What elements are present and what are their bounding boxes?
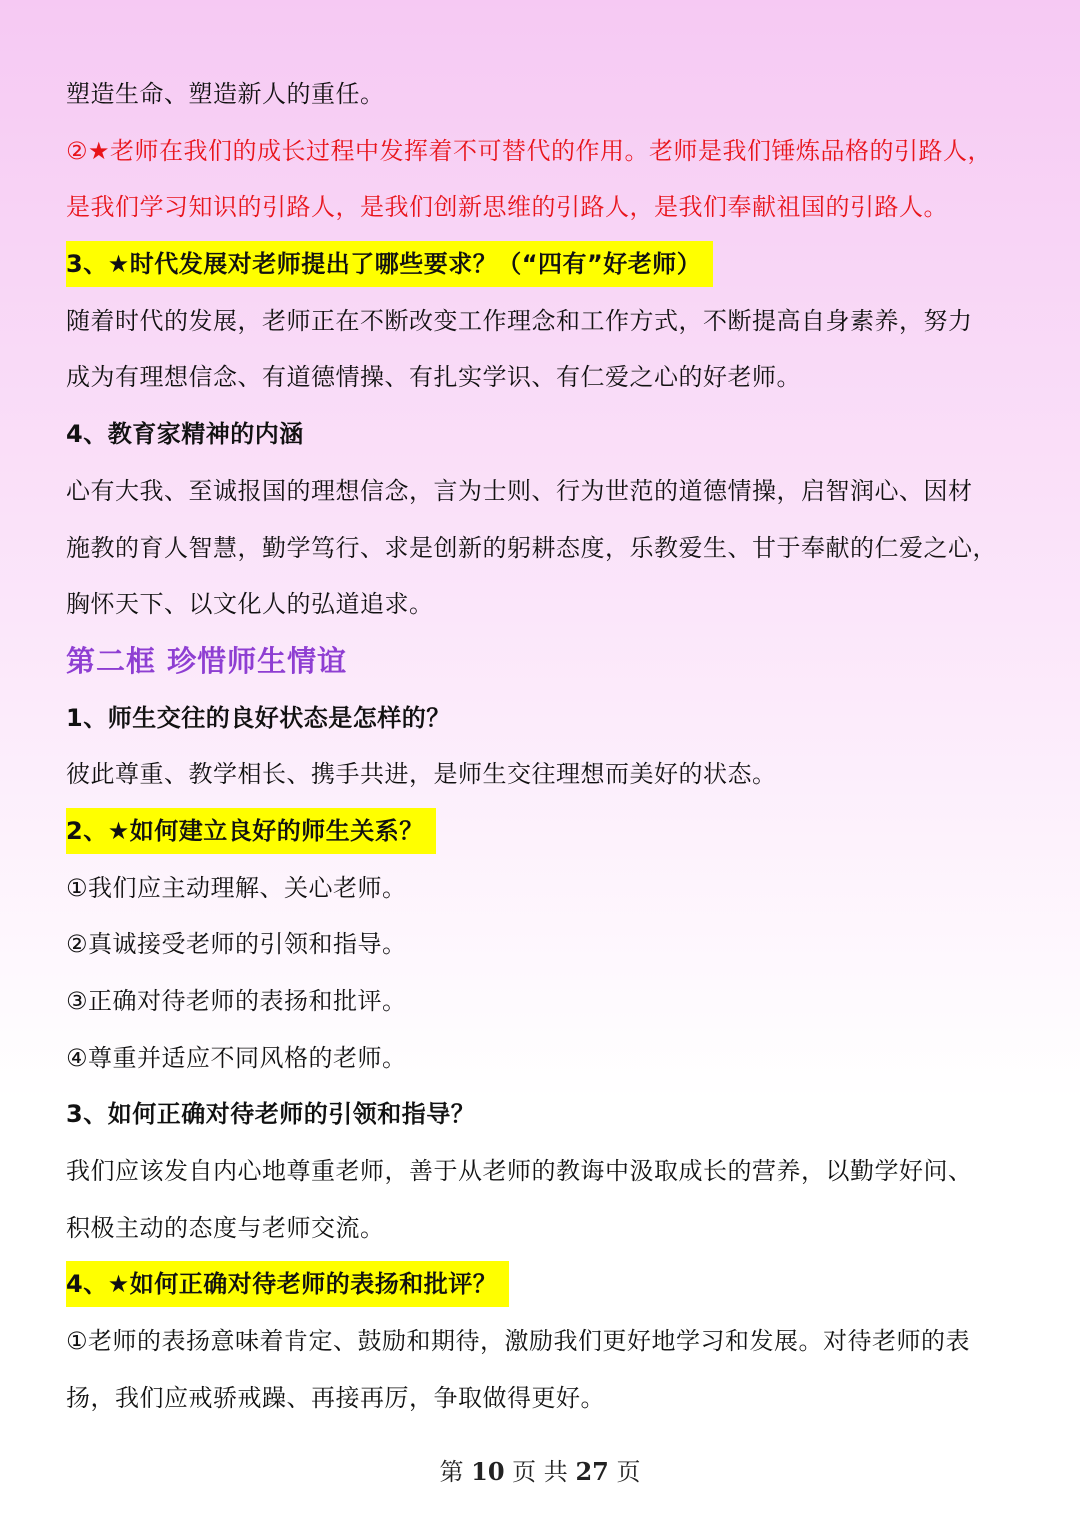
answer-line: ①老师的表扬意味着肯定、鼓励和期待，激励我们更好地学习和发展。对待老师的表 [66,1327,971,1356]
footer-prefix: 第 [439,1458,464,1486]
answer-line: ②真诚接受老师的引领和指导。 [66,930,407,959]
text-line-red: ②★老师在我们的成长过程中发挥着不可替代的作用。老师是我们锤炼品格的引路人， [66,136,993,165]
question-heading: 3、如何正确对待老师的引领和指导？ [66,1100,476,1129]
answer-line: 彼此尊重、教学相长、携手共进，是师生交往理想而美好的状态。 [66,760,777,789]
text-line: 成为有理想信念、有道德情操、有扎实学识、有仁爱之心的好老师。 [66,363,801,392]
answer-line: ①我们应主动理解、关心老师。 [66,873,407,902]
footer-suffix: 页 [616,1458,641,1486]
document-page [66,66,1026,1427]
text-line: 塑造生命、塑造新人的重任。 [66,80,385,108]
total-page-count: 27 [575,1457,609,1486]
current-page-number: 10 [471,1457,505,1486]
highlighted-heading: 3、★时代发展对老师提出了哪些要求？（“四有”好老师） [66,241,713,287]
question-heading [66,803,1026,860]
answer-line: 积极主动的态度与老师交流。 [66,1213,385,1242]
answer-line: 我们应该发自内心地尊重老师，善于从老师的教诲中汲取成长的营养，以勤学好问、 [66,1157,973,1186]
text-line: 心有大我、至诚报国的理想信念，言为士则、行为世范的道德情操，启智润心、因材 [66,476,973,505]
highlighted-heading: 2、★如何建立良好的师生关系？ [66,808,436,854]
page-footer [0,1452,1080,1487]
answer-line: ④尊重并适应不同风格的老师。 [66,1043,407,1072]
text-line-red: 是我们学习知识的引路人，是我们创新思维的引路人，是我们奉献祖国的引路人。 [66,193,948,222]
highlighted-heading: 4、★如何正确对待老师的表扬和批评？ [66,1261,509,1307]
text-line: 随着时代的发展，老师正在不断改变工作理念和工作方式，不断提高自身素养，努力 [66,306,973,335]
question-heading [66,1256,1026,1313]
answer-line: 扬，我们应戒骄戒躁、再接再厉，争取做得更好。 [66,1383,605,1412]
question-heading-4: 4、教育家精神的内涵 [66,420,304,449]
question-heading: 1、师生交往的良好状态是怎样的？ [66,703,451,732]
footer-mid: 页 共 [512,1458,568,1486]
answer-line: ③正确对待老师的表扬和批评。 [66,987,407,1015]
text-line: 施教的育人智慧，勤学笃行、求是创新的躬耕态度，乐教爱生、甘于奉献的仁爱之心， [66,533,997,562]
section-title: 第二框 珍惜师生情谊 [66,643,348,678]
question-heading-3 [66,236,1026,293]
text-line: 胸怀天下、以文化人的弘道追求。 [66,590,434,619]
